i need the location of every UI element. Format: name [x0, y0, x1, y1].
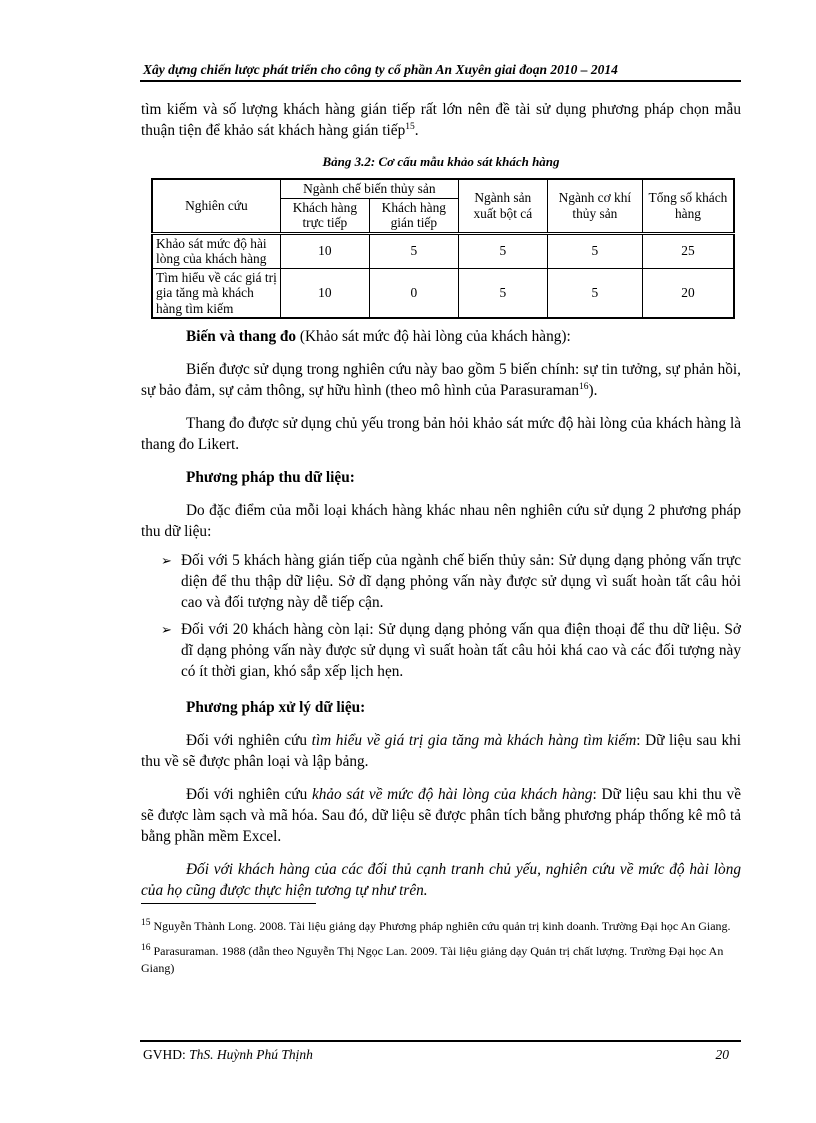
header-total: Tổng số khách hàng [642, 179, 734, 233]
variables-heading: Biến và thang đo [186, 328, 297, 345]
running-footer [143, 1047, 741, 1063]
footer-rule [140, 1040, 741, 1042]
footnote-15: $^{15}$ Nguyễn Thành Long. 2008. Tài liệu giảng dạy Phương pháp nghiên cứu quản trị kinh doanh. Trường Đại học An Giang. [141, 918, 731, 933]
cell-direct: 10 [280, 268, 369, 318]
cell-fishmeal: 5 [458, 268, 547, 318]
footnote-separator [141, 903, 316, 904]
cell-fishmeal: 5 [458, 233, 547, 268]
list-item: ➢ Đối với 5 khách hàng gián tiếp của ngành chế biến thủy sản: Sử dụng dạng phỏng vấn trực diện để thu thập dữ liệu. Sở dĩ dạng phỏng vấn này được sử dụng vì suất hoàn tất câu hỏi cao và đối tượng này dễ tiếp cận. [161, 552, 741, 611]
footnote-ref-15[interactable]: 15 [405, 121, 415, 132]
survey-sample-table [151, 178, 735, 319]
processing-heading: Phương pháp xử lý dữ liệu: [186, 699, 366, 717]
table-header-row [152, 179, 734, 198]
header-direct: Khách hàng trực tiếp [280, 198, 369, 233]
header-seafood-group: Ngành chế biến thủy sản [280, 179, 458, 198]
cell-mechanical: 5 [547, 268, 642, 318]
page-number: 20 [715, 1047, 729, 1062]
row-label: Khảo sát mức độ hài lòng của khách hàng [152, 233, 280, 268]
header-indirect: Khách hàng gián tiếp [369, 198, 458, 233]
table-row [152, 233, 734, 268]
table-caption: Bảng 3.2: Cơ cấu mẫu khảo sát khách hàng [322, 154, 560, 169]
footnote-ref-16[interactable]: 16 [579, 381, 589, 392]
arrow-bullet-icon: ➢ [161, 622, 172, 637]
cell-indirect: 5 [369, 233, 458, 268]
header-research: Nghiên cứu [152, 179, 280, 233]
processing-paragraph-3: Đối với khách hàng của các đối thủ cạnh tranh chủ yếu, nghiên cứu về mức độ hài lòng của họ cũng được thực hiện tương tự như trên. [141, 861, 741, 900]
cell-total: 20 [642, 268, 734, 318]
header-fishmeal: Ngành sản xuất bột cá [458, 179, 547, 233]
advisor-name: ThS. Huỳnh Phú Thịnh [189, 1047, 313, 1062]
variables-paragraph-1: Biến được sử dụng trong nghiên cứu này bao gồm 5 biến chính: sự tin tưởng, sự phản hồi, sự bảo đảm, sự cảm thông, sự hữu hình (theo mô hình của Parasuraman$^{16}$). [141, 361, 741, 399]
cell-direct: 10 [280, 233, 369, 268]
header-rule [140, 80, 741, 82]
header-mechanical: Ngành cơ khí thủy sản [547, 179, 642, 233]
table-row [152, 268, 734, 318]
processing-paragraph-1: Đối với nghiên cứu tìm hiểu về giá trị gia tăng mà khách hàng tìm kiếm: Dữ liệu sau khi thu về sẽ được phân loại và lập bảng. [141, 732, 741, 771]
variables-paragraph-2: Thang đo được sử dụng chủ yếu trong bản hỏi khảo sát mức độ hài lòng của khách hàng là thang đo Likert. [141, 415, 741, 453]
collection-heading: Phương pháp thu dữ liệu: [186, 469, 355, 486]
footnotes [141, 918, 741, 985]
row-label: Tìm hiểu về các giá trị gia tăng mà khách hàng tìm kiếm [152, 268, 280, 318]
intro-paragraph: tìm kiếm và số lượng khách hàng gián tiếp rất lớn nên đề tài sử dụng phương pháp chọn mẫu thuận tiện để khảo sát khách hàng gián tiếp$^{15}$. [141, 101, 741, 139]
footnote-16: $^{16}$ Parasuraman. 1988 (dẫn theo Nguyễn Thị Ngọc Lan. 2009. Tài liệu giảng dạy Quản trị chất lượng. Trường Đại học An Giang) [141, 943, 724, 975]
advisor-label: GVHD: [143, 1047, 190, 1062]
cell-mechanical: 5 [547, 233, 642, 268]
list-item: ➢ Đối với 20 khách hàng còn lại: Sử dụng dạng phỏng vấn qua điện thoại để thu dữ liệu. Sở dĩ dạng phỏng vấn này được sử dụng vì suất hoàn tất câu hỏi khá cao và các đối tượng này có ít thời gian, khó sắp xếp lịch hẹn. [161, 621, 741, 680]
processing-paragraph-2: Đối với nghiên cứu khảo sát về mức độ hài lòng của khách hàng: Dữ liệu sau khi thu về sẽ được làm sạch và mã hóa. Sau đó, dữ liệu sẽ được phân tích bằng phương pháp thống kê mô tả bằng phần mềm Excel. [141, 786, 741, 846]
cell-indirect: 0 [369, 268, 458, 318]
running-header: Xây dựng chiến lược phát triển cho công ty cổ phần An Xuyên giai đoạn 2010 – 2014 [143, 62, 618, 77]
cell-total: 25 [642, 233, 734, 268]
collection-bullet-list [141, 550, 741, 682]
page-body [141, 99, 741, 901]
variables-heading-paragraph: Biến và thang đo (Khảo sát mức độ hài lòng của khách hàng): [186, 328, 571, 345]
arrow-bullet-icon: ➢ [161, 553, 172, 568]
collection-paragraph: Do đặc điểm của mỗi loại khách hàng khác nhau nên nghiên cứu sử dụng 2 phương pháp thu dữ liệu: [141, 502, 741, 540]
